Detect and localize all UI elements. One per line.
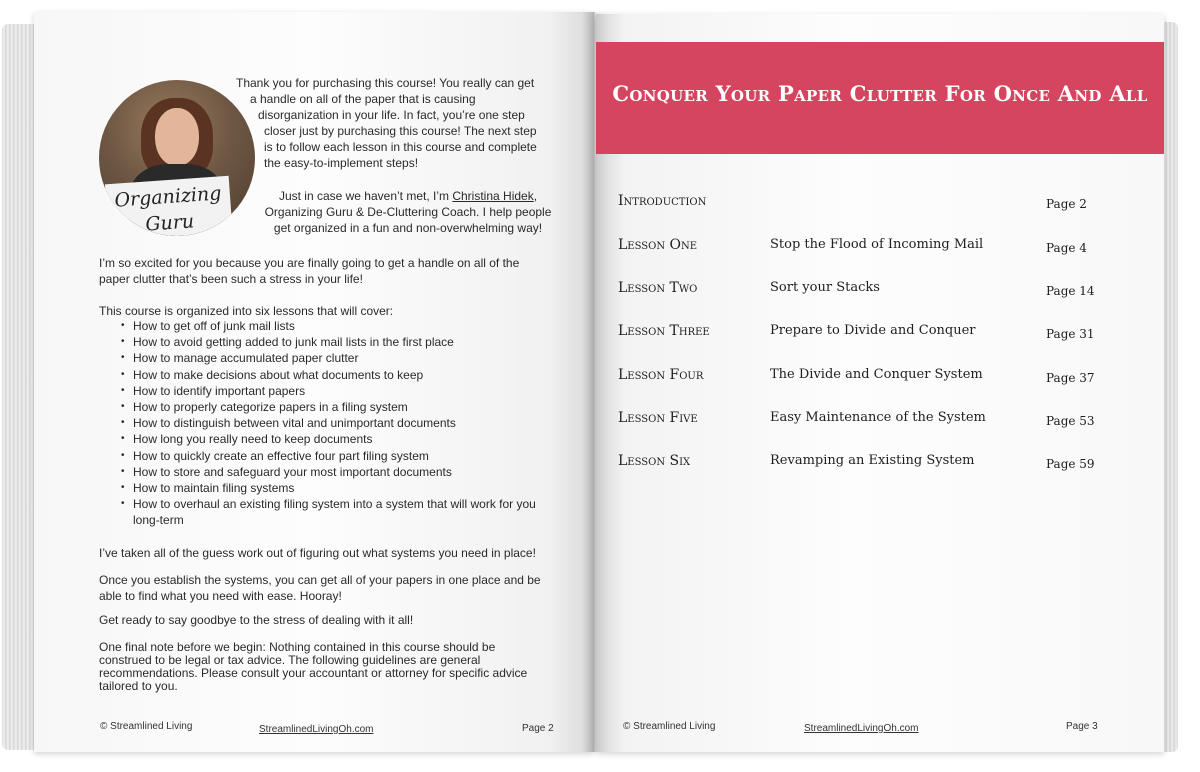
topics-list: [118, 318, 548, 529]
toc-label: Lesson Four: [618, 367, 704, 383]
intro-line: is to follow each lesson in this course and complete: [264, 140, 537, 154]
toc-page: Page 59: [1046, 457, 1095, 471]
right-footer-copyright: © Streamlined Living: [623, 721, 716, 732]
list-item: • How to get off of junk mail lists: [118, 318, 548, 334]
list-item: • How to identify important papers: [118, 383, 548, 399]
goodbye-stress-paragraph: Get ready to say goodbye to the stress of dealing with it all!: [99, 613, 414, 627]
toc-title: Revamping an Existing System: [770, 453, 975, 468]
toc-page: Page 53: [1046, 414, 1095, 428]
intro-line: a handle on all of the paper that is causing: [250, 92, 476, 106]
toc-row: [618, 453, 1098, 477]
right-footer-url[interactable]: StreamlinedLivingOh.com: [804, 723, 919, 734]
intro-line: Thank you for purchasing this course! You really can get: [236, 76, 535, 90]
left-footer-page-number: Page 2: [522, 723, 554, 734]
toc-page: Page 2: [1046, 197, 1087, 211]
toc-title: The Divide and Conquer System: [770, 367, 983, 382]
toc-title: Sort your Stacks: [770, 280, 880, 295]
left-page-stack-edge: [2, 24, 38, 750]
title-banner: [596, 42, 1164, 154]
toc-row: [618, 280, 1098, 304]
left-footer-url[interactable]: StreamlinedLivingOh.com: [259, 724, 374, 735]
intro-line: closer just by purchasing this course! The next step: [264, 124, 537, 138]
list-item: • How to store and safeguard your most important documents: [118, 464, 548, 480]
toc-page: Page 37: [1046, 371, 1095, 385]
list-item: • How to maintain filing systems: [118, 480, 548, 496]
toc-page: Page 14: [1046, 284, 1095, 298]
toc-row: [618, 410, 1098, 434]
toc-label: Lesson One: [618, 237, 698, 253]
list-item: • How long you really need to keep documents: [118, 431, 548, 447]
page-title: Conquer Your Paper Clutter For Once And All: [612, 81, 1148, 106]
right-footer-page-number: Page 3: [1066, 721, 1098, 732]
left-footer-copyright: © Streamlined Living: [100, 721, 193, 732]
organizing-guru-sign: Organizing Guru: [105, 176, 233, 236]
toc-row: [618, 193, 1098, 217]
toc-title: Stop the Flood of Incoming Mail: [770, 237, 984, 252]
author-link[interactable]: Christina Hidek: [452, 189, 534, 203]
guess-work-paragraph: I’ve taken all of the guess work out of figuring out what systems you need in place!: [99, 546, 536, 560]
toc-label: Lesson Five: [618, 410, 698, 426]
toc-page: Page 31: [1046, 327, 1095, 341]
toc-row: [618, 367, 1098, 391]
toc-page: Page 4: [1046, 241, 1087, 255]
author-intro-paragraph: Just in case we haven’t met, I’m Christina Hidek, Organizing Guru & De-Cluttering Coach. I help people get organized in a fun and non-overwhelming way!: [264, 189, 552, 235]
course-intro-text: This course is organized into six lessons that will cover:: [99, 304, 394, 318]
toc-title: Easy Maintenance of the System: [770, 410, 986, 425]
toc-label: Lesson Three: [618, 323, 710, 339]
list-item: • How to overhaul an existing filing system into a system that will work for you long-term: [118, 496, 548, 528]
list-item: • How to avoid getting added to junk mail lists in the first place: [118, 334, 548, 350]
toc-label: Introduction: [618, 193, 707, 209]
list-item: • How to quickly create an effective four part filing system: [118, 448, 548, 464]
toc-row: [618, 323, 1098, 347]
intro-paragraph: [236, 75, 556, 171]
toc-title: Prepare to Divide and Conquer: [770, 323, 976, 338]
list-item: • How to properly categorize papers in a filing system: [118, 399, 548, 415]
author-photo: [99, 80, 255, 236]
excited-paragraph: I’m so excited for you because you are finally going to get a handle on all of the paper clutter that’s been such a stress in your life!: [99, 256, 520, 286]
list-item: • How to manage accumulated paper clutter: [118, 350, 548, 366]
intro-line: disorganization in your life. In fact, you’re one step: [258, 108, 525, 122]
systems-paragraph: Once you establish the systems, you can get all of your papers in one place and be able to find what you need with ease. Hooray!: [99, 573, 541, 603]
intro-line: the easy-to-implement steps!: [264, 156, 419, 170]
disclaimer-paragraph: One final note before we begin: Nothing contained in this course should be construed to be legal or tax advice. The following guidelines are general recommendations. Please consult your accountant or attorney for specific advice tailored to you.: [99, 640, 528, 693]
list-item: • How to distinguish between vital and unimportant documents: [118, 415, 548, 431]
list-item: • How to make decisions about what documents to keep: [118, 367, 548, 383]
toc-label: Lesson Two: [618, 280, 698, 296]
toc-row: [618, 237, 1098, 261]
toc-label: Lesson Six: [618, 453, 691, 469]
